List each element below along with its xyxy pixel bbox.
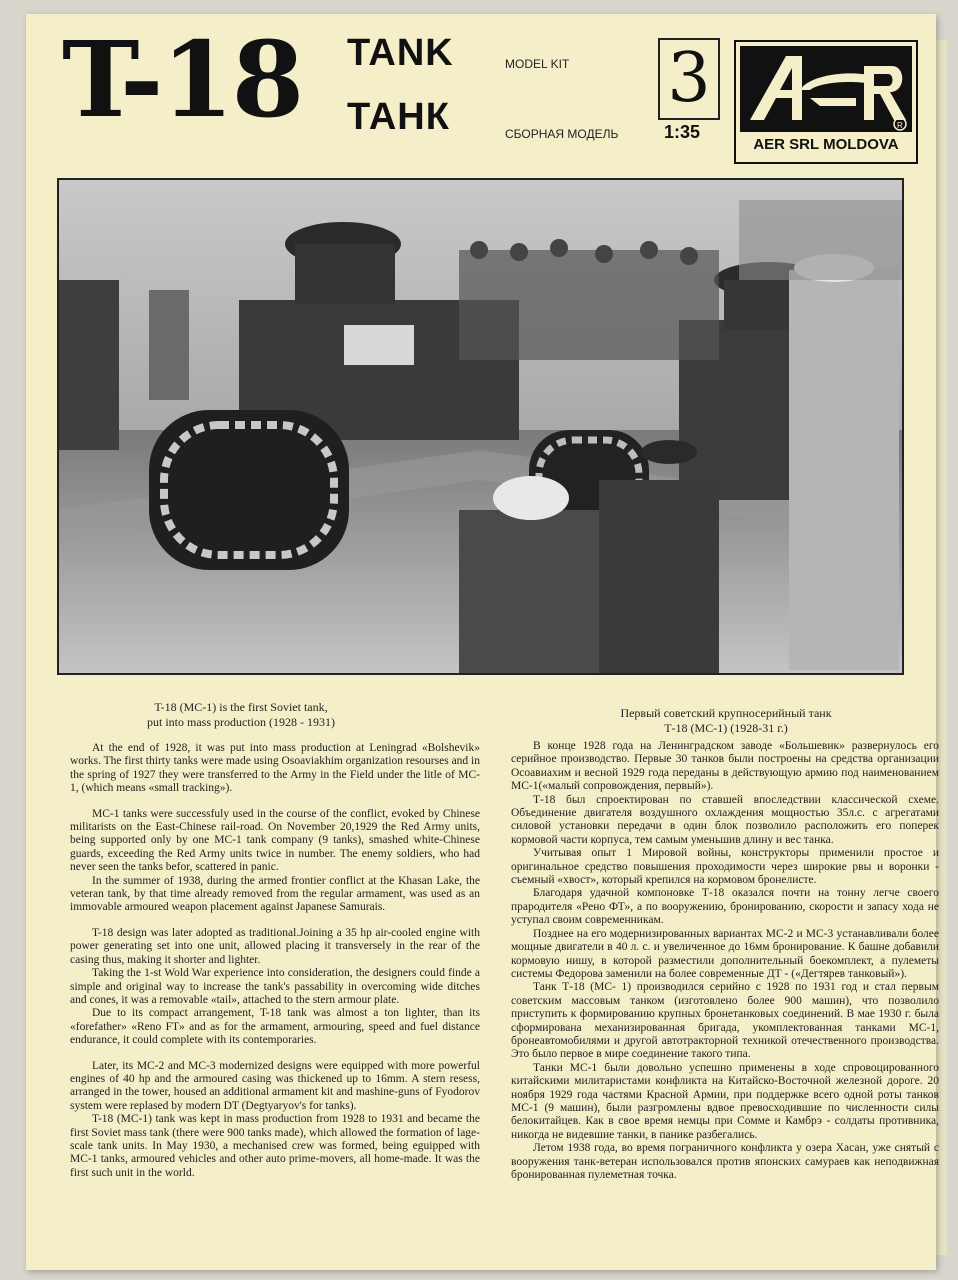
model-kit-label-ru: СБОРНАЯ МОДЕЛЬ [505,127,619,141]
title-tank-ru: ТАНК [347,96,450,138]
photo-caption-ru [586,706,866,736]
ru-paragraph: Танк Т-18 (МС- 1) производился серийно с 1928 по 1931 год и стал первым советским массовым танком (изготовлено более 900 машин), что позволило приступить к формированию крупных бронетанковых соединений. В мае 1930 г. была сформирована механизированная бригада, укомплектованная танками МС-1, бронеавтомобилями и другой автотракторной техникой отечественного производства. Это было первое в мире соединение такого типа. [511,981,939,1061]
aer-logo [734,40,918,164]
en-paragraph: Later, its MC-2 and MC-3 modernized designs were equipped with more powerful engines of 40 hp and the armoured casing was thickened up to 16mm. A stern resess, arranged in the tower, housed an additional armament kit and mashine-guns of Fyodorov system were replased by modern DT (Degtyaryov's for tanks). [70,1059,480,1112]
scale-label: 1:35 [664,122,701,142]
caption-ru-line1: Первый советский крупносерийный танк [620,706,832,720]
series-number: 3 [667,39,711,118]
english-text-column [70,742,480,1180]
ru-paragraph: Летом 1938 года, во время пограничного конфликта у озера Хасан, уже снятый с вооружения танк-ветеран использовался против японских самураев как неподвижная бронированная пулеметная точка. [511,1142,939,1181]
svg-text:R: R [897,121,903,130]
series-number-box [658,38,720,120]
logo-caption: AER SRL MOLDOVA [753,136,899,153]
title-tank-en: TANK [347,32,454,74]
en-paragraph: T-18 design was later adopted as traditional.Joining a 35 hp air-cooled engine with power generating set into one unit, allowed placing it transversely in the rear of the casing thus, making it shorter and lighter. [70,926,480,966]
tank-photograph [57,178,904,675]
ru-paragraph: Благодаря удачной компоновке Т-18 оказался почти на тонну легче своего прародителя «Рено ФТ», а по вооружению, бронированию, скорости и запасу хода не уступал своим современникам. [511,887,939,927]
tank-photo-image [59,180,902,673]
ru-paragraph: Танки МС-1 были довольно успешно применены в ходе спровоцированного китайскими милитаристами конфликта на Китайско-Восточной железной дороге. 20 ноября 1929 года частями Красной Армии, при поддержке всего одной роты танков МС-1 (9 машин), были разгромлены вдвое превосходившие по численности силы белокитайцев. Как в свое время немцы при Сомме и Камбрэ - солдаты противника, никогда не видевшие танки, в панике разбегались. [511,1061,939,1141]
russian-text-column [511,740,939,1182]
en-paragraph: Taking the 1-st Wold War experience into consideration, the designers could finde a simple and original way to increase the tank's passability in overcoming wide ditches and cones, it was a removable «tail», attached to the stern armour plate. [70,967,480,1006]
photo-caption-en [116,700,366,730]
en-paragraph: In the summer of 1938, during the armed frontier conflict at the Khasan Lake, the veteran tank, by that time already removed from the regular armament, was used as an immovable armoured weapon placement against Japanese Samurais. [70,874,480,914]
en-paragraph: T-18 (MC-1) tank was kept in mass production from 1928 to 1931 and became the first Soviet mass tank (there were 900 tanks made), which allowed the formation of lage-scale tank units. In May 1930, a mechanised crew was formed, being eguipped with MC-1 tanks, armoured vehicles and other auto prime-movers, all home-made. It was the first such unit in the world. [70,1113,480,1179]
model-kit-label-en: MODEL KIT [505,57,570,71]
aer-logo-mark [740,46,912,132]
en-paragraph: Due to its compact arrangement, T-18 tank was almost a ton lighter, than its «forefather» «Reno FT» and as for the armament, armouring, speed and fuel distance endurance, it could complete with its contemporaries. [70,1007,480,1047]
en-paragraph: At the end of 1928, it was put into mass production at Leningrad «Bolshevik» works. The first thirty tanks were made using Osoaviakhim organization resourses and in the spring of 1927 they were transferred to the Army in the Field under the litle of MC-1, (which means «small tracking»). [70,742,480,795]
ru-paragraph: Т-18 был спроектирован по ставшей впоследствии классической схеме. Объединение двигателя воздушного охлаждения мощностью 35л.с. с агрегатами силовой установки передачи в один блок позволило расположить его поперек кормовой части корпуса, тем самым уменьшив длину и вес танка. [511,793,939,846]
caption-en-line1: T-18 (MC-1) is the first Soviet tank, [154,700,328,714]
kit-title: T-18 [62,18,303,141]
en-paragraph: MC-1 tanks were successfuly used in the course of the conflict, evoked by Chinese militarists on the East-Chinese rail-road. On November 20,1929 the Red Army units, being supported only by one MC-1 tank company (9 tanks), smashed white-Chinese guards, exceeding the Red Army units twice in number. The enemy soldiers, who had never seen the tanks befor, scattered in panic. [70,807,480,874]
ru-paragraph: Позднее на его модернизированных вариантах МС-2 и МС-3 устанавливали более мощные двигатели в 40 л. с. и увеличенное до 16мм бронирование. К башне добавили кормовую нишу, в которой разместили дополнительный боекомплект, а пулеметы системы Федорова заменили на более современные ДТ - («Дегтярев танковый»). [511,927,939,980]
model-kit-sheet [26,14,939,1270]
caption-en-line2: put into mass production (1928 - 1931) [147,715,335,729]
caption-ru-line2: Т-18 (МС-1) (1928-31 г.) [664,721,788,735]
ru-paragraph: В конце 1928 года на Ленинградском заводе «Большевик» развернулось его серийное производство. Первые 30 танков были построены на средства организации Осоавиахим и весной 1929 года переданы в действующую армию под наименованием МС-1(«малый сопровождения, первый»). [511,740,939,793]
ru-paragraph: Учитывая опыт 1 Мировой войны, конструкторы применили простое и оригинальное средство повышения проходимости через широкие рвы и воронки - съемный «хвост», который крепился на кормовом бронелисте. [511,847,939,887]
aer-logo-graphic [740,46,912,132]
